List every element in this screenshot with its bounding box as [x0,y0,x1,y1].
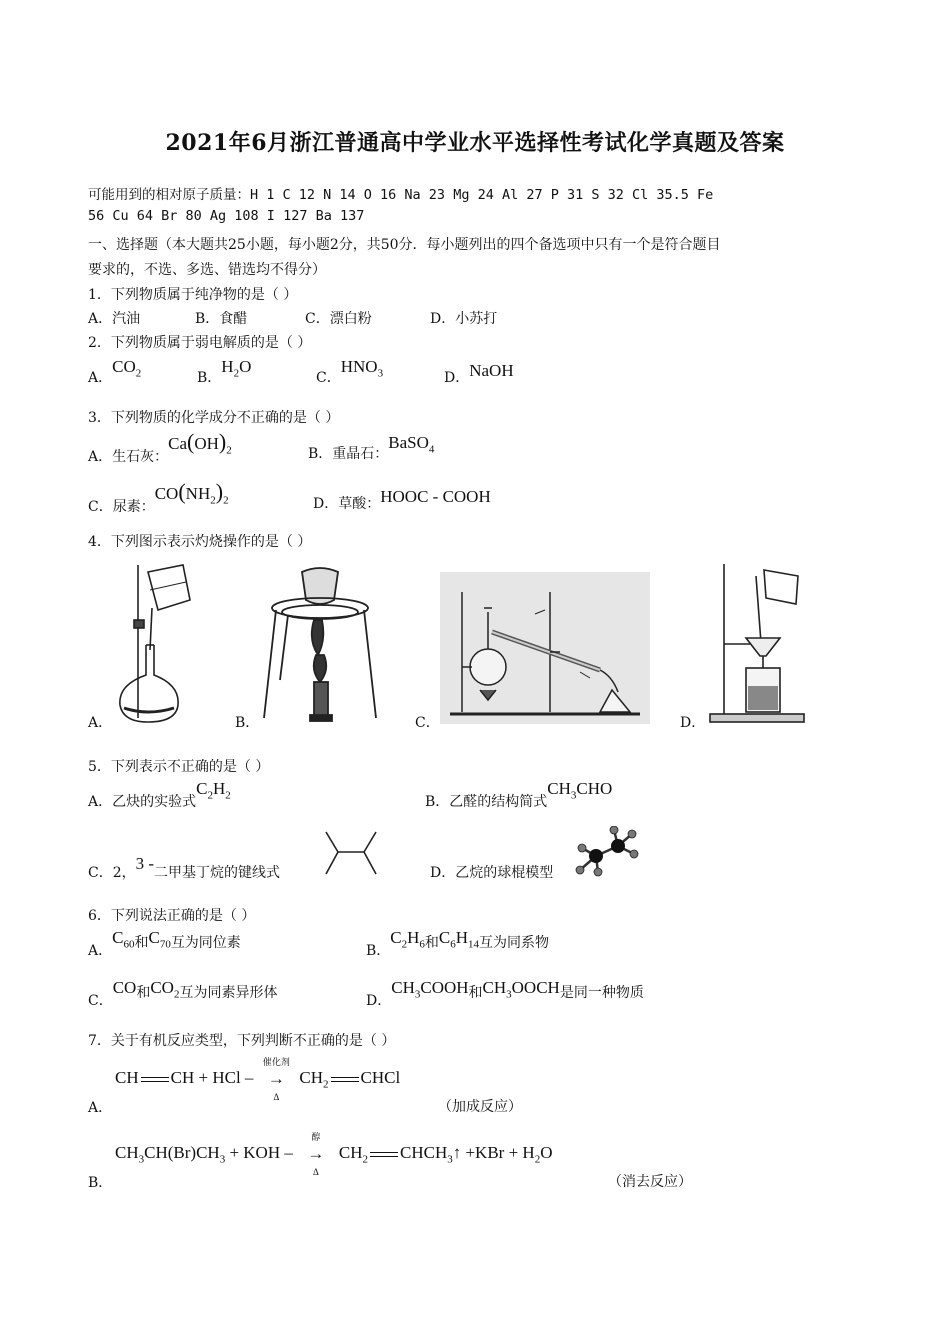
q3-option-c [88,479,229,515]
q5-a-formula [196,779,231,802]
q5-a-sub-2: 2 [225,789,231,802]
q6-a-label: A． [88,943,113,959]
q6-b-tail: 互为同系物 [479,935,550,951]
q7-stem: 7．关于有机反应类型，下列判断不正确的是（ ） [88,1033,396,1049]
q3-option-b [308,433,435,462]
q2-a-sub: 2 [135,367,142,380]
q7-b-arrow-glyph: → [307,1144,325,1164]
q7-b-s3: 2 [362,1153,368,1166]
q3-a-label: A．生石灰： [88,449,169,465]
q6-c-and: 和 [136,985,151,1001]
atomic-mass-line-2: 56 Cu 64 Br 80 Ag 108 I 127 Ba 137 [88,208,365,224]
q7-b-r3: + KOH – [225,1143,293,1162]
q6-d-tail: 是同一种物质 [559,985,644,1001]
q2-option-b [197,357,252,386]
q5-a-sub-1: 2 [207,789,213,802]
q6-d-text-3: CH [482,978,507,997]
q7-a-arrow [253,1057,299,1103]
q7-b-arrow [293,1132,339,1178]
q3-a-formula [168,429,232,457]
q7-a-heat: Δ [273,1092,280,1103]
q3-a-sub: 2 [226,444,232,457]
q6-a-text-2: C [148,928,160,947]
q7-a-reactant-2: CH + HCl – [170,1068,254,1087]
q4-figure-c-distillation [440,572,650,724]
q3-c-paren-open: ( [178,479,186,504]
q5-option-c [88,854,281,882]
q3-option-d [313,487,491,512]
q2-a-formula [112,357,142,380]
q6-b-sub-1: 2 [401,938,408,951]
q7-b-heat: Δ [312,1167,319,1178]
q2-option-d [444,361,514,386]
q3-a-text-2: OH [194,434,219,453]
q4-option-b-label: B． [235,715,260,731]
q7-a-arrow-glyph: → [267,1069,285,1089]
q2-a-text: CO [112,357,136,376]
q2-b-label: B． [197,370,222,386]
q6-d-sub-2: 3 [506,988,512,1001]
q7-a-condition: 催化剂 [262,1057,290,1068]
q6-b-sub-2: 6 [419,938,425,951]
q2-option-c [316,357,384,386]
q3-b-formula [388,433,435,456]
q6-a-sub-1: 60 [123,938,135,951]
q7-b-s1: 3 [138,1153,145,1166]
q1-option-c: C．漂白粉 [305,311,372,327]
q5-b-text-2: CHO [576,779,613,798]
q6-a-tail: 互为同位素 [170,935,241,951]
q3-a-paren-open: ( [187,429,195,454]
q7-b-p2: CHCH [399,1143,448,1162]
q6-d-sub-1: 3 [414,988,421,1001]
q6-c-formula-1: CO [112,978,137,997]
q6-option-a [88,928,241,959]
q6-option-d [366,978,644,1009]
q3-c-formula [154,479,229,507]
q3-a-text-1: Ca [168,434,188,453]
q5-c-number: 3 - [135,854,155,873]
q7-b-label: B． [88,1175,113,1191]
q3-b-label: B．重晶石： [308,446,389,462]
q2-c-formula [340,357,384,380]
q6-b-label: B． [366,943,391,959]
q3-c-sub-2: 2 [223,494,229,507]
q6-d-formula-1 [391,978,469,1001]
q7-b-p4: O [540,1143,553,1162]
q2-stem: 2．下列物质属于弱电解质的是（ ） [88,335,312,351]
q6-d-text-2: COOH [420,978,469,997]
q6-c-label: C． [88,993,113,1009]
q2-b-text-1: H [221,357,234,376]
q5-option-b [425,779,613,810]
q1-option-a: A．汽油 [88,311,141,327]
q4-option-a-label: A． [88,715,113,731]
q7-b-r1: CH [115,1143,139,1162]
q6-b-text-3: C [438,928,451,947]
q2-c-sub: 3 [377,367,384,380]
q5-stem: 5．下列表示不正确的是（ ） [88,759,270,775]
q6-b-text-1: C [390,928,402,947]
q6-b-sub-3: 6 [450,938,456,951]
q6-a-formula-1 [112,928,135,951]
q5-a-text-1: C [196,779,208,798]
q6-d-label: D． [366,993,392,1009]
q2-d-formula: NaOH [469,361,514,380]
page-title: 2021年6月浙江普通高中学业水平选择性考试化学真题及答案 [165,130,785,156]
q6-option-c [88,978,278,1009]
q5-b-text-1: CH [547,779,571,798]
q1-stem: 1．下列物质属于纯净物的是（ ） [88,287,298,303]
q1-option-b: B．食醋 [195,311,248,327]
q7-b-equation [115,1132,553,1178]
q1-option-d: D．小苏打 [430,311,498,327]
q6-c-formula-2 [150,978,180,1001]
q7-b-s5: 2 [534,1153,541,1166]
q7-b-p1: CH [338,1143,363,1162]
q7-a-label: A． [88,1100,113,1116]
q6-c-tail: 互为同素异形体 [179,985,278,1001]
q2-a-label: A． [88,370,113,386]
q3-b-sub: 4 [428,443,435,456]
q6-c-text-2: CO [150,978,174,997]
section-instructions-1: 一、选择题（本大题共25小题，每小题2分，共50分．每小题列出的四个备选项中只有一个是符合题目 [88,237,721,253]
q3-c-text-2: NH [185,484,211,503]
q7-b-r2: CH(Br)CH [144,1143,220,1162]
q3-c-paren-close: ) [215,479,224,504]
q6-b-sub-4: 14 [468,938,480,951]
q6-d-formula-2 [482,978,560,1001]
atomic-mass-line-1: 可能用到的相对原子质量：H 1 C 12 N 14 O 16 Na 23 Mg 24 Al 27 P 31 S 32 Cl 35.5 Fe [88,187,714,203]
q6-option-b [366,928,550,959]
q6-a-formula-2 [148,928,171,951]
q2-option-a [88,357,142,386]
q7-a-double-bond [331,1077,359,1082]
q7-a-equation [115,1057,401,1103]
q6-b-and: 和 [424,935,439,951]
q6-stem: 6．下列说法正确的是（ ） [88,908,256,924]
q2-b-formula [221,357,252,380]
q5-d-ball-stick-model [574,826,640,878]
q7-a-triple-bond [141,1077,169,1082]
q5-a-label: A．乙炔的实验式 [88,794,197,810]
q7-b-double-bond [370,1152,398,1157]
q6-a-sub-2: 70 [159,938,171,951]
q6-b-formula-1 [390,928,425,951]
q7-a-type: （加成反应） [438,1099,522,1115]
q4-stem: 4．下列图示表示灼烧操作的是（ ） [88,534,312,550]
q3-d-formula: HOOC - COOH [380,487,491,506]
q4-figure-b-crucible [258,560,383,725]
q5-b-formula [547,779,613,802]
q5-c-label-1: C．2， [88,865,136,881]
q6-a-and: 和 [134,935,149,951]
q5-b-sub: 3 [570,789,577,802]
q6-c-sub: 2 [173,988,180,1001]
q7-a-product-2: CHCl [360,1068,401,1087]
q5-option-d: D．乙烷的球棍模型 [430,865,554,881]
q6-d-text-1: CH [391,978,415,997]
q6-d-and: 和 [468,985,483,1001]
q6-b-text-4: H [455,928,469,947]
q7-b-p3: ↑ +KBr + H [452,1143,535,1162]
q5-a-text-2: H [212,779,226,798]
q6-b-text-2: H [407,928,420,947]
q2-d-label: D． [444,370,470,386]
q6-a-text-1: C [112,928,124,947]
q3-c-label: C．尿素： [88,499,155,515]
q7-a-product-sub: 2 [323,1078,329,1091]
section-instructions-2: 要求的，不选、多选、错选均不得分） [88,262,326,278]
q3-a-paren-close: ) [218,429,227,454]
q6-d-text-4: OOCH [511,978,560,997]
q3-option-a [88,429,232,465]
q4-figure-d-filtration [708,556,808,726]
q7-b-s2: 3 [219,1153,226,1166]
q5-c-label-2: 二甲基丁烷的键线式 [154,865,281,881]
q7-b-s4: 3 [447,1153,453,1166]
q4-figure-a-transfer [108,560,203,725]
q2-c-text: HNO [340,357,378,376]
q4-option-d-label: D． [680,715,706,731]
q2-b-text-2: O [239,357,252,376]
q6-b-formula-2 [438,928,480,951]
q3-stem: 3．下列物质的化学成分不正确的是（ ） [88,410,340,426]
q7-b-type: （消去反应） [608,1174,692,1190]
q4-option-c-label: C． [415,715,440,731]
q7-a-product-1: CH [299,1068,324,1087]
q3-c-text-1: CO [154,484,179,503]
q5-option-a [88,779,231,810]
q3-b-text: BaSO [388,433,429,452]
q3-d-label: D．草酸： [313,496,381,512]
q5-b-label: B．乙醛的结构简式 [425,794,548,810]
q5-c-skeletal-formula [320,828,382,878]
q7-a-reactant-1: CH [115,1068,139,1087]
q2-b-sub: 2 [233,367,240,380]
q3-c-sub-1: 2 [210,494,216,507]
q2-c-label: C． [316,370,341,386]
q7-b-condition: 醇 [311,1132,321,1143]
